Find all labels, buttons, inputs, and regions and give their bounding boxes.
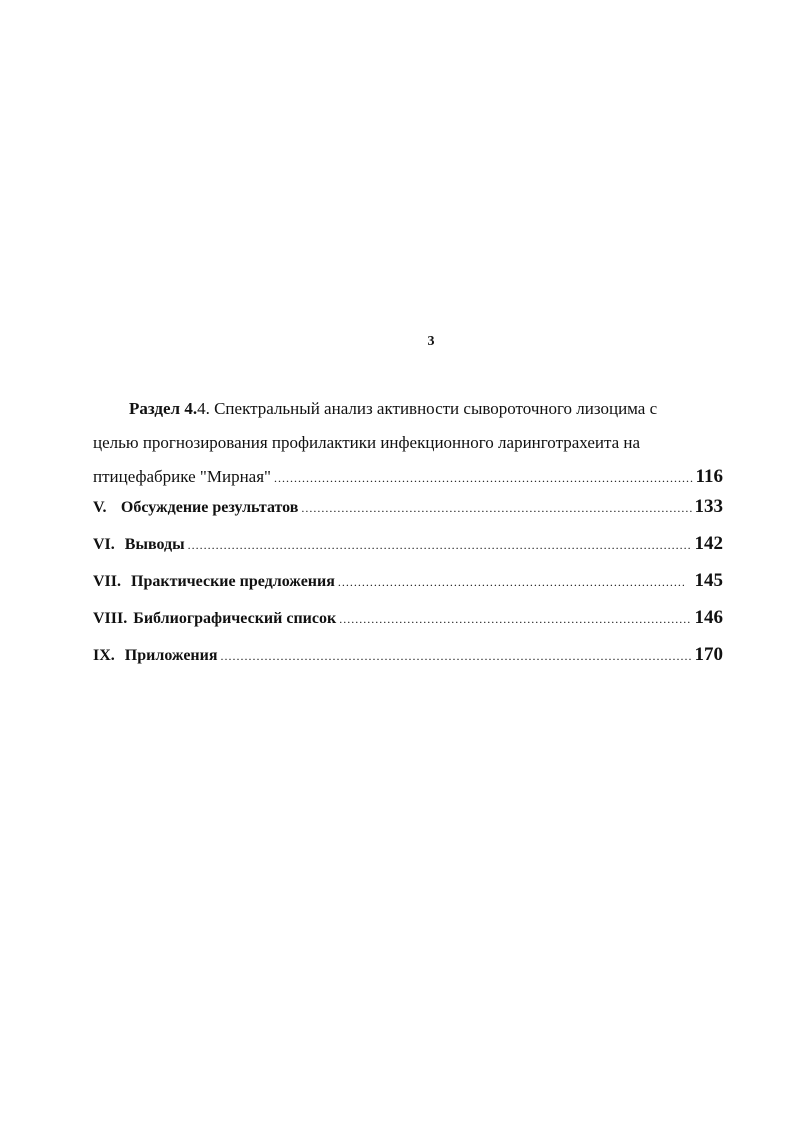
chapter-title: Выводы [124, 536, 185, 553]
toc-entry-appendices [93, 644, 723, 681]
page-ref: 145 [694, 570, 723, 591]
chapter-number: VII. [93, 573, 122, 590]
dot-leader [301, 501, 691, 516]
toc-entry-conclusions [93, 533, 723, 570]
page-ref: 170 [694, 644, 723, 665]
toc-entry-practical-proposals [93, 570, 723, 607]
chapter-title: Обсуждение результатов [120, 499, 299, 516]
dot-leader [274, 461, 693, 495]
page-ref: 133 [694, 496, 723, 517]
page-ref: 142 [694, 533, 723, 554]
dot-leader [338, 575, 684, 590]
section-title-line-2: целью прогнозирования профилактики инфекционного ларинготрахеита на [93, 433, 641, 452]
toc-entry-bibliography [93, 607, 723, 644]
toc-entry-section-4-4 [93, 392, 723, 495]
toc-entry-line-3 [93, 460, 723, 495]
dot-leader [339, 612, 691, 627]
page-ref: 146 [694, 607, 723, 628]
section-title-line-1: 4. Спектральный анализ активности сывороточного лизоцима с [197, 399, 658, 418]
toc-entry-line-1 [93, 392, 723, 426]
toc-entry-discussion [93, 496, 723, 533]
section-prefix: Раздел 4. [129, 399, 198, 418]
table-of-contents [93, 392, 723, 681]
chapter-title: Библиографический список [133, 610, 337, 627]
chapter-title: Практические предложения [131, 573, 335, 590]
dot-leader [221, 649, 692, 664]
chapter-number: VI. [93, 536, 115, 553]
chapter-number: IX. [93, 647, 115, 664]
page-number: 3 [427, 334, 435, 349]
page-ref: 116 [695, 466, 723, 487]
chapter-title: Приложения [124, 647, 218, 664]
section-title-line-3: птицефабрике "Мирная" [93, 467, 271, 486]
dot-leader [188, 538, 692, 553]
chapter-number: VIII. [93, 610, 128, 627]
chapter-number: V. [93, 499, 107, 516]
